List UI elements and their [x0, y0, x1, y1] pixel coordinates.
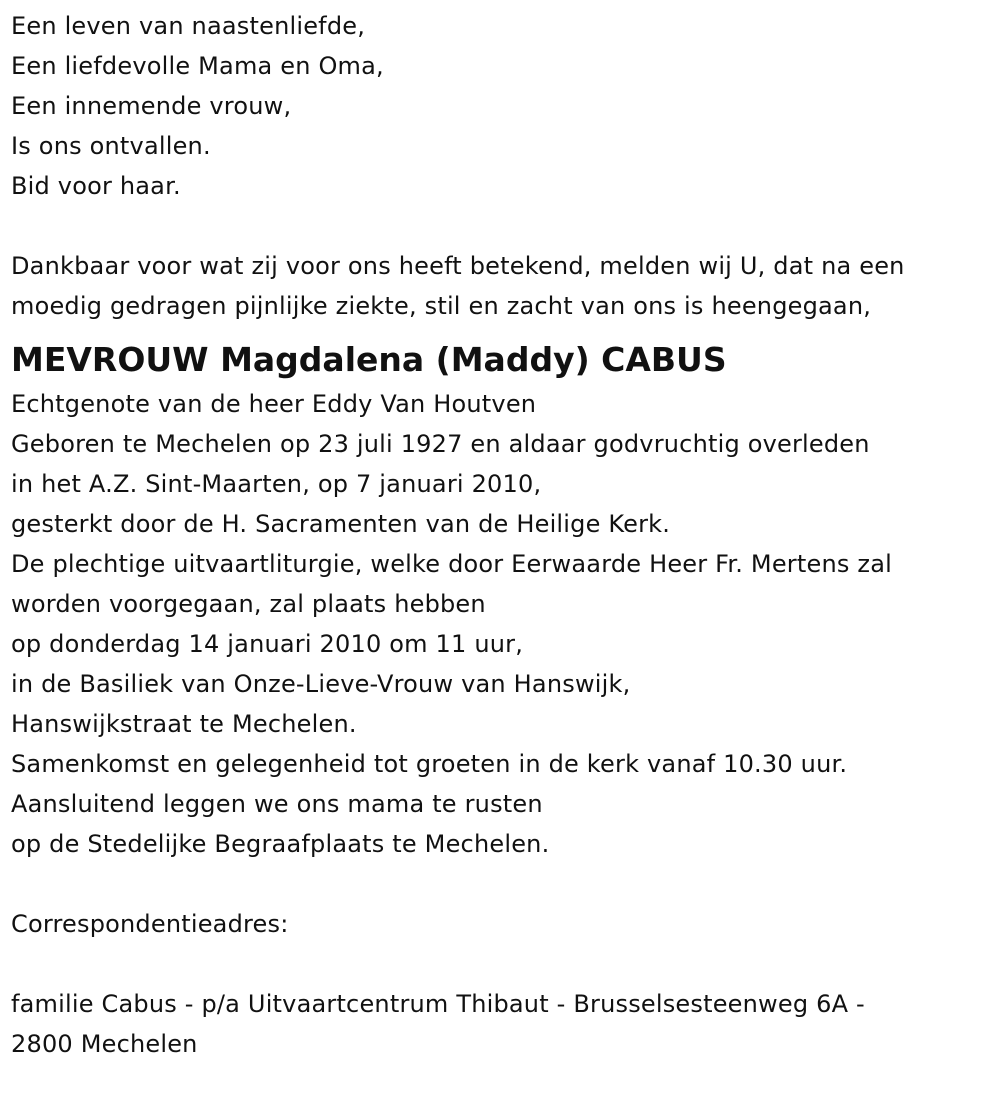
spacer [11, 864, 991, 904]
details-line: Hanswijkstraat te Mechelen. [11, 710, 357, 738]
details-block [11, 384, 991, 864]
obituary-notice [11, 6, 991, 1064]
details-line: in de Basiliek van Onze-Lieve-Vrouw van Hanswijk, [11, 670, 631, 698]
poem-block [11, 6, 991, 206]
address-line: 2800 Mechelen [11, 1030, 198, 1058]
poem-line: Is ons ontvallen. [11, 132, 211, 160]
details-line: op donderdag 14 januari 2010 om 11 uur, [11, 630, 524, 658]
details-line: De plechtige uitvaartliturgie, welke door Eerwaarde Heer Fr. Mertens zal [11, 550, 892, 578]
details-line: Echtgenote van de heer Eddy Van Houtven [11, 390, 537, 418]
details-line: worden voorgegaan, zal plaats hebben [11, 590, 486, 618]
details-line: Geboren te Mechelen op 23 juli 1927 en aldaar godvruchtig overleden [11, 430, 870, 458]
poem-line: Bid voor haar. [11, 172, 181, 200]
details-line: Aansluitend leggen we ons mama te rusten [11, 790, 543, 818]
details-line: gesterkt door de H. Sacramenten van de Heilige Kerk. [11, 510, 671, 538]
details-line: Samenkomst en gelegenheid tot groeten in de kerk vanaf 10.30 uur. [11, 750, 848, 778]
details-line: in het A.Z. Sint-Maarten, op 7 januari 2010, [11, 470, 542, 498]
announcement-line: moedig gedragen pijnlijke ziekte, stil en zacht van ons is heengegaan, [11, 292, 872, 320]
deceased-name-heading: MEVROUW Magdalena (Maddy) CABUS [11, 340, 727, 379]
spacer [11, 206, 991, 246]
announcement-block [11, 246, 991, 326]
address-line: familie Cabus - p/a Uitvaartcentrum Thibaut - Brusselsesteenweg 6A - [11, 990, 865, 1018]
poem-line: Een liefdevolle Mama en Oma, [11, 52, 384, 80]
poem-line: Een innemende vrouw, [11, 92, 292, 120]
address-block [11, 984, 991, 1064]
spacer [11, 944, 991, 984]
announcement-line: Dankbaar voor wat zij voor ons heeft betekend, melden wij U, dat na een [11, 252, 905, 280]
correspondence-label: Correspondentieadres: [11, 910, 289, 938]
poem-line: Een leven van naastenliefde, [11, 12, 366, 40]
details-line: op de Stedelijke Begraafplaats te Mechelen. [11, 830, 550, 858]
